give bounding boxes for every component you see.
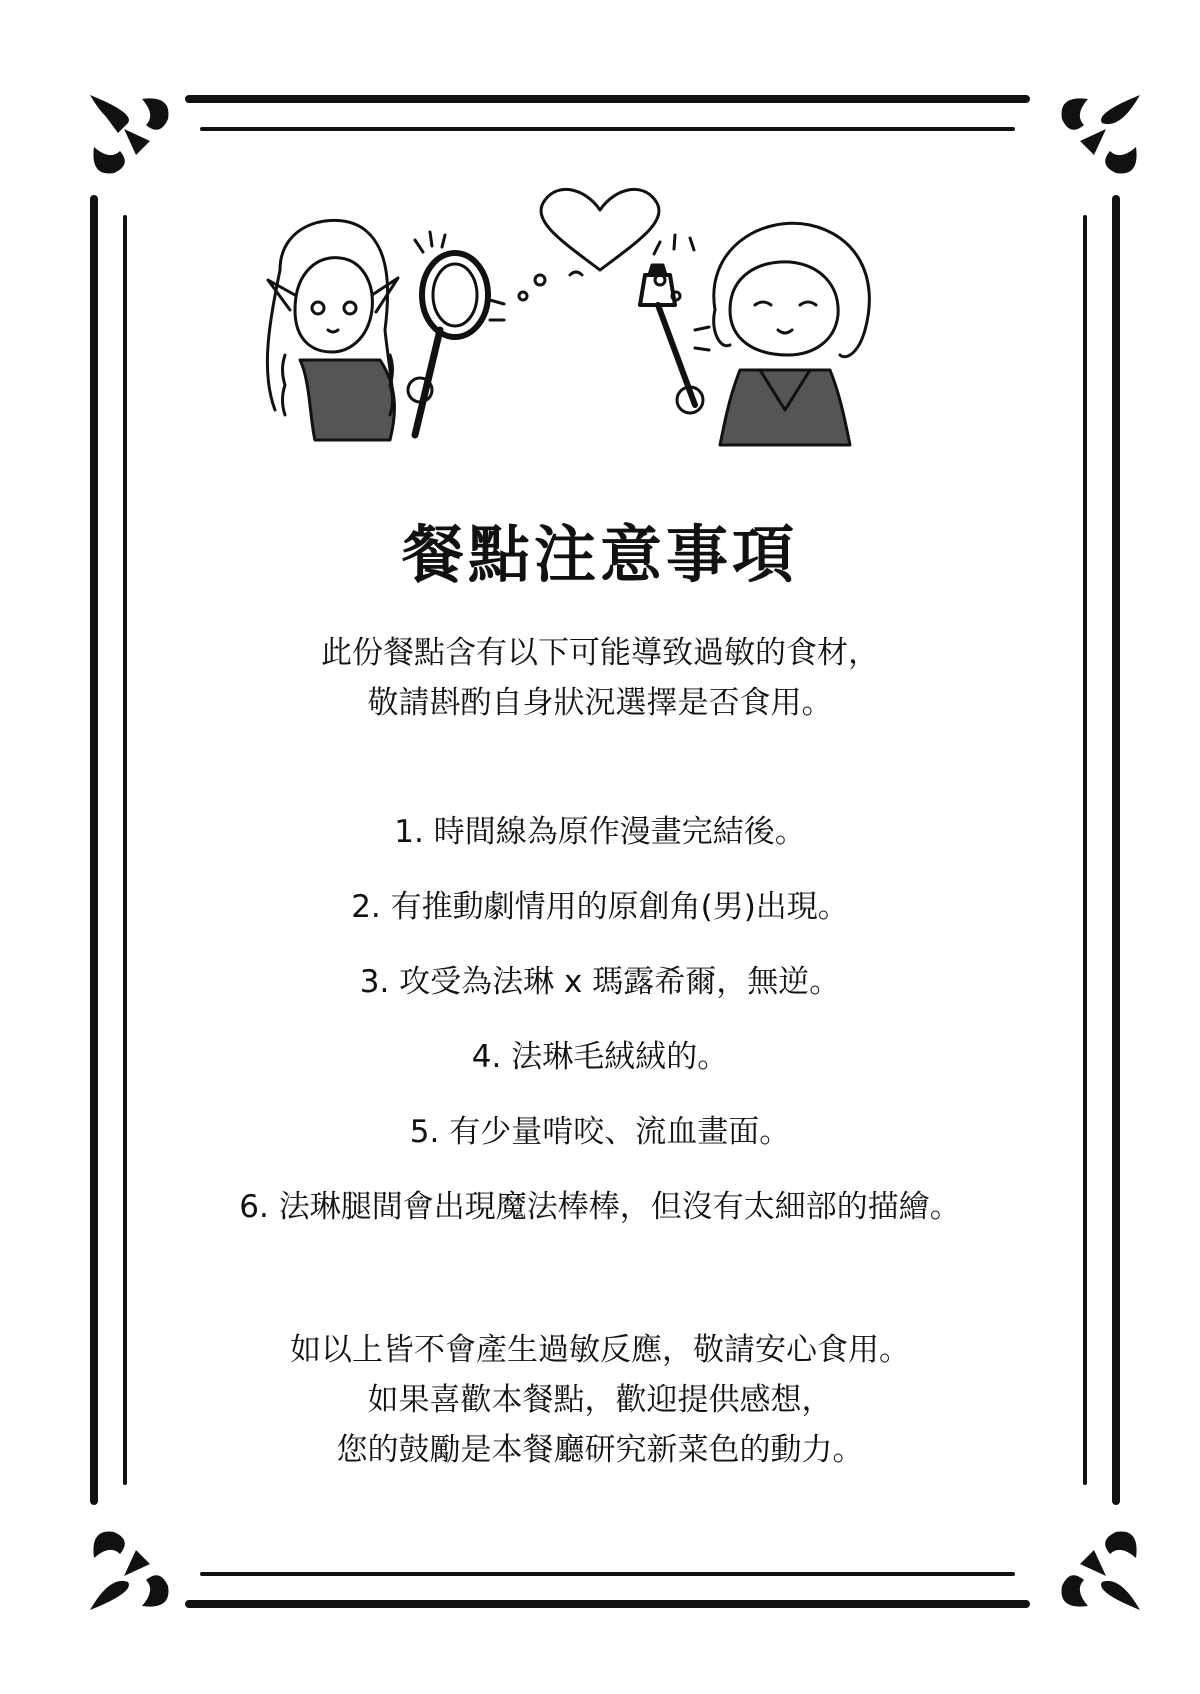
outro-line: 您的鼓勵是本餐廳研究新菜色的動力。 xyxy=(336,1432,864,1468)
lantern-staff-icon xyxy=(640,275,675,305)
list-item: 3. 攻受為法琳 x 瑪露希爾，無逆。 xyxy=(359,964,841,1000)
outro-line: 如以上皆不會產生過敏反應，敬請安心食用。 xyxy=(290,1332,910,1368)
corner-ornament-icon xyxy=(1040,85,1150,195)
list-item: 5. 有少量啃咬、流血畫面。 xyxy=(409,1114,791,1150)
frame-bottom-outer-line xyxy=(185,1600,1030,1608)
corner-ornament-icon xyxy=(1040,1510,1150,1620)
list-item: 1. 時間線為原作漫畫完結後。 xyxy=(394,814,806,850)
frame-bottom-inner-line xyxy=(200,1572,1015,1576)
list-item: 6. 法琳腿間會出現魔法棒棒，但沒有太細部的描繪。 xyxy=(239,1189,961,1225)
intro-paragraph xyxy=(0,628,1200,728)
corner-ornament-icon xyxy=(80,1510,190,1620)
intro-line: 此份餐點含有以下可能導致過敏的食材， xyxy=(321,635,879,671)
page-title: 餐點注意事項 xyxy=(401,518,798,591)
heart-icon xyxy=(541,189,659,270)
intro-line: 敬請斟酌自身狀況選擇是否食用。 xyxy=(367,685,833,721)
corner-ornament-icon xyxy=(80,85,190,195)
outro-paragraph xyxy=(0,1325,1200,1475)
list-item: 4. 法琳毛絨絨的。 xyxy=(471,1039,729,1075)
outro-line: 如果喜歡本餐點，歡迎提供感想， xyxy=(367,1382,833,1418)
list-item: 2. 有推動劇情用的原創角(男)出現。 xyxy=(351,889,849,925)
character-illustration xyxy=(240,180,960,450)
frame-top-inner-line xyxy=(200,127,1015,131)
frame-top-outer-line xyxy=(185,95,1030,103)
notes-list xyxy=(0,795,1200,1245)
